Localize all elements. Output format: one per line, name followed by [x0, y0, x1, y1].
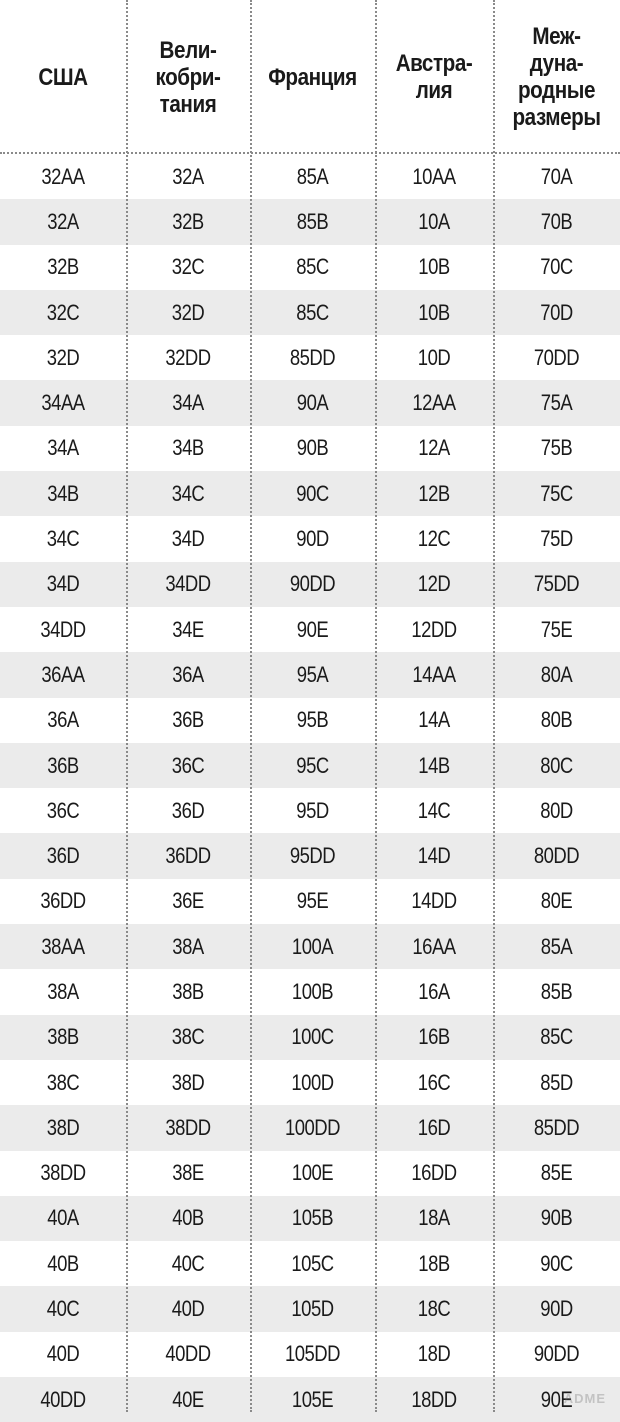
table-cell: 75E [540, 616, 573, 642]
table-row [0, 1015, 620, 1060]
table-cell: 90B [296, 435, 329, 461]
table-cell: 34AA [41, 390, 85, 416]
table-row [0, 833, 620, 878]
table-cell: 12B [418, 480, 450, 506]
table-cell: 12AA [412, 390, 456, 416]
table-cell: 40D [171, 1296, 205, 1322]
table-row [0, 290, 620, 335]
header-uk: Вели- кобри- тания [155, 36, 221, 118]
table-cell: 40C [46, 1296, 80, 1322]
table-cell: 36C [171, 752, 205, 778]
table-cell: 105DD [284, 1341, 340, 1367]
table-cell: 14D [417, 843, 451, 869]
table-row [0, 698, 620, 743]
table-cell: 38C [171, 1024, 205, 1050]
table-cell: 90DD [533, 1341, 580, 1367]
table-cell: 70B [540, 208, 573, 234]
table-cell: 10B [418, 254, 450, 280]
table-cell: 38D [46, 1114, 80, 1140]
table-row [0, 335, 620, 380]
table-cell: 36D [46, 843, 80, 869]
table-cell: 38E [172, 1160, 204, 1186]
table-cell: 85B [540, 978, 573, 1004]
table-cell: 36DD [165, 843, 211, 869]
table-row [0, 1151, 620, 1196]
table-cell: 70DD [533, 344, 580, 370]
table-cell: 85DD [289, 344, 336, 370]
table-cell: 16D [417, 1114, 451, 1140]
table-cell: 18C [417, 1296, 451, 1322]
table-cell: 40B [172, 1205, 204, 1231]
table-row [0, 426, 620, 471]
table-cell: 90C [296, 480, 329, 506]
table-cell: 10D [417, 344, 451, 370]
table-cell: 75B [540, 435, 573, 461]
table-row [0, 652, 620, 697]
header-usa: США [38, 63, 88, 91]
table-row [0, 380, 620, 425]
table-row [0, 1196, 620, 1241]
table-cell: 80A [540, 661, 573, 687]
table-cell: 80E [540, 888, 573, 914]
table-cell: 34DD [40, 616, 86, 642]
table-cell: 100E [291, 1160, 334, 1186]
table-row [0, 1105, 620, 1150]
table-cell: 10A [418, 208, 450, 234]
table-cell: 34A [47, 435, 79, 461]
table-cell: 12C [417, 526, 451, 552]
table-cell: 40D [46, 1341, 80, 1367]
table-cell: 32B [47, 254, 79, 280]
table-cell: 85A [540, 933, 573, 959]
table-cell: 32C [46, 299, 80, 325]
table-cell: 80DD [533, 843, 580, 869]
table-cell: 32AA [41, 163, 85, 189]
table-cell: 34DD [165, 571, 211, 597]
table-cell: 100DD [284, 1114, 340, 1140]
table-cell: 85C [296, 254, 329, 280]
table-row [0, 245, 620, 290]
table-cell: 32DD [165, 344, 211, 370]
table-cell: 34C [171, 480, 205, 506]
table-cell: 40C [171, 1250, 205, 1276]
table-cell: 38B [172, 978, 204, 1004]
table-cell: 95C [296, 752, 329, 778]
table-cell: 36B [172, 707, 204, 733]
table-cell: 18B [418, 1250, 450, 1276]
table-cell: 75D [540, 526, 573, 552]
table-cell: 40B [47, 1250, 79, 1276]
table-cell: 95DD [289, 843, 336, 869]
table-cell: 38C [46, 1069, 80, 1095]
table-cell: 34C [46, 526, 80, 552]
table-cell: 95A [296, 661, 329, 687]
table-cell: 90E [540, 1386, 573, 1412]
table-cell: 80D [540, 797, 573, 823]
table-cell: 32A [172, 163, 204, 189]
table-cell: 10B [418, 299, 450, 325]
table-cell: 16DD [411, 1160, 457, 1186]
table-cell: 70C [540, 254, 573, 280]
table-cell: 12D [417, 571, 451, 597]
table-cell: 14A [418, 707, 450, 733]
table-row [0, 743, 620, 788]
table-cell: 70A [540, 163, 573, 189]
table-cell: 95E [296, 888, 329, 914]
table-cell: 75DD [533, 571, 580, 597]
table-cell: 40A [47, 1205, 79, 1231]
table-cell: 105E [291, 1386, 334, 1412]
table-cell: 105B [291, 1205, 334, 1231]
table-cell: 34B [172, 435, 204, 461]
table-header [0, 0, 620, 154]
table-cell: 85B [296, 208, 329, 234]
table-cell: 16C [417, 1069, 451, 1095]
table-row [0, 788, 620, 833]
table-cell: 85DD [533, 1114, 580, 1140]
table-cell: 36A [172, 661, 204, 687]
table-cell: 80C [540, 752, 573, 778]
table-cell: 38B [47, 1024, 79, 1050]
table-cell: 90D [540, 1296, 573, 1322]
table-cell: 90E [296, 616, 329, 642]
table-row [0, 924, 620, 969]
table-row [0, 562, 620, 607]
table-row [0, 1241, 620, 1286]
table-cell: 36C [46, 797, 80, 823]
table-cell: 40DD [40, 1386, 86, 1412]
table-cell: 100A [291, 933, 334, 959]
table-cell: 90C [540, 1250, 573, 1276]
table-cell: 16A [418, 978, 450, 1004]
table-row [0, 1332, 620, 1377]
table-row [0, 879, 620, 924]
table-cell: 85C [540, 1024, 573, 1050]
table-cell: 38A [47, 978, 79, 1004]
table-cell: 95B [296, 707, 329, 733]
table-cell: 90A [296, 390, 329, 416]
table-cell: 38AA [41, 933, 85, 959]
table-row [0, 154, 620, 199]
table-cell: 18A [418, 1205, 450, 1231]
table-cell: 95D [296, 797, 329, 823]
table-cell: 100D [291, 1069, 334, 1095]
table-body [0, 154, 620, 1422]
header-france: Франция [268, 63, 357, 91]
table-cell: 32A [47, 208, 79, 234]
table-cell: 32D [46, 344, 80, 370]
table-cell: 16B [418, 1024, 450, 1050]
table-cell: 85C [296, 299, 329, 325]
table-cell: 90DD [289, 571, 336, 597]
table-cell: 32C [171, 254, 205, 280]
table-cell: 14AA [412, 661, 456, 687]
table-cell: 90D [296, 526, 329, 552]
table-row [0, 607, 620, 652]
table-cell: 36B [47, 752, 79, 778]
table-cell: 105C [291, 1250, 334, 1276]
table-cell: 12DD [411, 616, 457, 642]
table-cell: 105D [291, 1296, 334, 1322]
table-row [0, 1060, 620, 1105]
table-cell: 85E [540, 1160, 573, 1186]
table-cell: 70D [540, 299, 573, 325]
table-cell: 34D [46, 571, 80, 597]
watermark-logo: ADME [563, 1391, 606, 1406]
table-cell: 90B [540, 1205, 573, 1231]
table-cell: 80B [540, 707, 573, 733]
table-cell: 36D [171, 797, 205, 823]
table-cell: 18D [417, 1341, 451, 1367]
table-cell: 32B [172, 208, 204, 234]
table-cell: 85A [296, 163, 329, 189]
table-cell: 36A [47, 707, 79, 733]
table-cell: 34D [171, 526, 205, 552]
table-cell: 18DD [411, 1386, 457, 1412]
table-cell: 75C [540, 480, 573, 506]
table-cell: 34A [172, 390, 204, 416]
table-cell: 16AA [412, 933, 456, 959]
table-cell: 100C [291, 1024, 334, 1050]
table-cell: 38DD [165, 1114, 211, 1140]
table-cell: 14B [418, 752, 450, 778]
table-cell: 38DD [40, 1160, 86, 1186]
table-cell: 38D [171, 1069, 205, 1095]
table-cell: 40E [172, 1386, 204, 1412]
table-cell: 75A [540, 390, 573, 416]
table-cell: 100B [291, 978, 334, 1004]
table-row [0, 516, 620, 561]
table-cell: 38A [172, 933, 204, 959]
table-row [0, 1286, 620, 1331]
table-cell: 36DD [40, 888, 86, 914]
table-cell: 85D [540, 1069, 573, 1095]
table-cell: 34B [47, 480, 79, 506]
table-cell: 32D [171, 299, 205, 325]
table-row [0, 1377, 620, 1422]
table-cell: 10AA [412, 163, 456, 189]
table-cell: 40DD [165, 1341, 211, 1367]
table-cell: 36E [172, 888, 204, 914]
table-cell: 34E [172, 616, 204, 642]
table-cell: 36AA [41, 661, 85, 687]
table-row [0, 471, 620, 516]
table-cell: 14DD [411, 888, 457, 914]
table-cell: 12A [418, 435, 450, 461]
table-row [0, 199, 620, 244]
table-row [0, 969, 620, 1014]
header-australia: Австра- лия [395, 50, 473, 104]
header-international: Меж- дуна- родные размеры [512, 23, 601, 131]
table-cell: 14C [417, 797, 451, 823]
